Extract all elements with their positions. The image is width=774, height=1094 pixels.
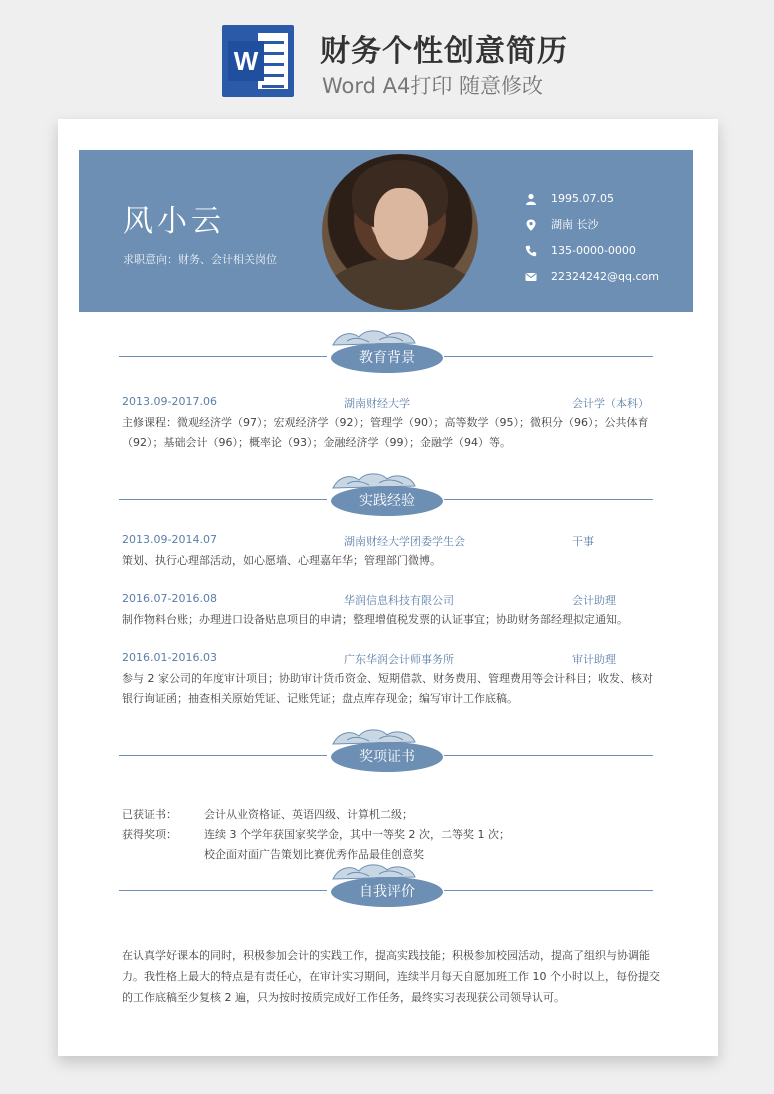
experience-desc: 制作物料台账；办理进口设备贴息项目的申请；整理增值税发票的认证事宜；协助财务部经理拟定通知。 [122, 613, 628, 626]
banner-title: 财务个性创意简历 [320, 34, 568, 69]
banner [0, 0, 774, 118]
divider-left [119, 890, 327, 891]
experience-org: 广东华润会计师事务所 [344, 653, 454, 666]
awards-block [122, 805, 662, 865]
certificates-value: 会计从业资格证、英语四级、计算机二级； [204, 808, 413, 821]
experience-entry [122, 651, 662, 709]
education-head [122, 395, 662, 413]
experience-date: 2013.09-2014.07 [122, 533, 217, 546]
prizes-value-2: 校企面对面广告策划比赛优秀作品最佳创意奖 [204, 848, 424, 861]
job-intent: 求职意向：财务、会计相关岗位 [123, 253, 277, 266]
banner-subtitle: Word A4打印 随意修改 [322, 74, 544, 98]
experience-entry [122, 533, 662, 571]
location-value: 湖南 长沙 [551, 218, 599, 231]
experience-role: 会计助理 [572, 594, 616, 607]
experience-role: 干事 [572, 535, 594, 548]
experience-org: 湖南财经大学团委学生会 [344, 535, 465, 548]
section-pill: 实践经验 [331, 486, 443, 516]
section-title-education [119, 327, 653, 377]
word-icon [222, 25, 294, 97]
resume-page [58, 119, 718, 1056]
divider-right [444, 499, 653, 500]
experience-date: 2016.01-2016.03 [122, 651, 217, 664]
education-school: 湖南财经大学 [344, 397, 410, 410]
education-courses: 主修课程：微观经济学（97）；宏观经济学（92）；管理学（90）；高等数学（95）；微积分（96）；公共体育（92）；基础会计（96）；概率论（93）；金融经济学（99）；金融学（94）等。 [122, 416, 649, 449]
contact-location [523, 212, 659, 238]
contact-list [523, 186, 659, 290]
divider-right [444, 755, 653, 756]
divider-left [119, 755, 327, 756]
email-value: 22324242@qq.com [551, 270, 659, 283]
contact-birthday [523, 186, 659, 212]
certificates-row [122, 805, 662, 825]
experience-head [122, 592, 662, 610]
user-icon [525, 193, 537, 205]
section-pill: 教育背景 [331, 343, 443, 373]
mail-icon [525, 271, 537, 283]
education-date: 2013.09-2017.06 [122, 395, 217, 408]
divider-right [444, 890, 653, 891]
experience-org: 华润信息科技有限公司 [344, 594, 454, 607]
section-title-practice [119, 470, 653, 520]
birthday-value: 1995.07.05 [551, 192, 614, 205]
experience-head [122, 651, 662, 669]
section-title-self [119, 861, 653, 911]
avatar [322, 154, 478, 310]
contact-phone [523, 238, 659, 264]
divider-left [119, 499, 327, 500]
candidate-name: 风小云 [123, 204, 225, 239]
experience-desc: 策划、执行心理部活动，如心愿墙、心理嘉年华；管理部门微博。 [122, 554, 441, 567]
phone-value: 135-0000-0000 [551, 244, 636, 257]
avatar-face [374, 188, 428, 260]
avatar-coat [326, 258, 476, 310]
divider-right [444, 356, 653, 357]
education-entry [122, 395, 662, 453]
section-pill: 奖项证书 [331, 742, 443, 772]
location-icon [525, 219, 537, 231]
self-evaluation: 在认真学好课本的同时，积极参加会计的实践工作，提高实践技能；积极参加校园活动，提高了组织与协调能力。我性格上最大的特点是有责任心，在审计实习期间，连续半月每天自愿加班工作 10 个小时以上，每份提交的工作底稿至少复核 2 遍，只为按时按质完成好工作任务，最终实习表现获公司领导认可。 [122, 949, 660, 1004]
section-title-awards [119, 726, 653, 776]
experience-desc: 参与 2 家公司的年度审计项目；协助审计货币资金、短期借款、财务费用、管理费用等会计科目；收发、核对银行询证函；抽查相关原始凭证、记账凭证；盘点库存现金；编写审计工作底稿。 [122, 672, 653, 705]
experience-role: 审计助理 [572, 653, 616, 666]
resume-header [79, 150, 693, 312]
certificates-label: 已获证书： [122, 808, 177, 821]
education-major: 会计学（本科） [572, 397, 649, 410]
prizes-row [122, 825, 662, 845]
experience-date: 2016.07-2016.08 [122, 592, 217, 605]
experience-head [122, 533, 662, 551]
word-letter: W [228, 41, 264, 81]
prizes-label: 获得奖项： [122, 828, 177, 841]
contact-email [523, 264, 659, 290]
section-pill: 自我评价 [331, 877, 443, 907]
divider-left [119, 356, 327, 357]
prizes-value-1: 连续 3 个学年获国家奖学金，其中一等奖 2 次，二等奖 1 次； [204, 828, 510, 841]
experience-entry [122, 592, 662, 630]
phone-icon [525, 245, 537, 257]
